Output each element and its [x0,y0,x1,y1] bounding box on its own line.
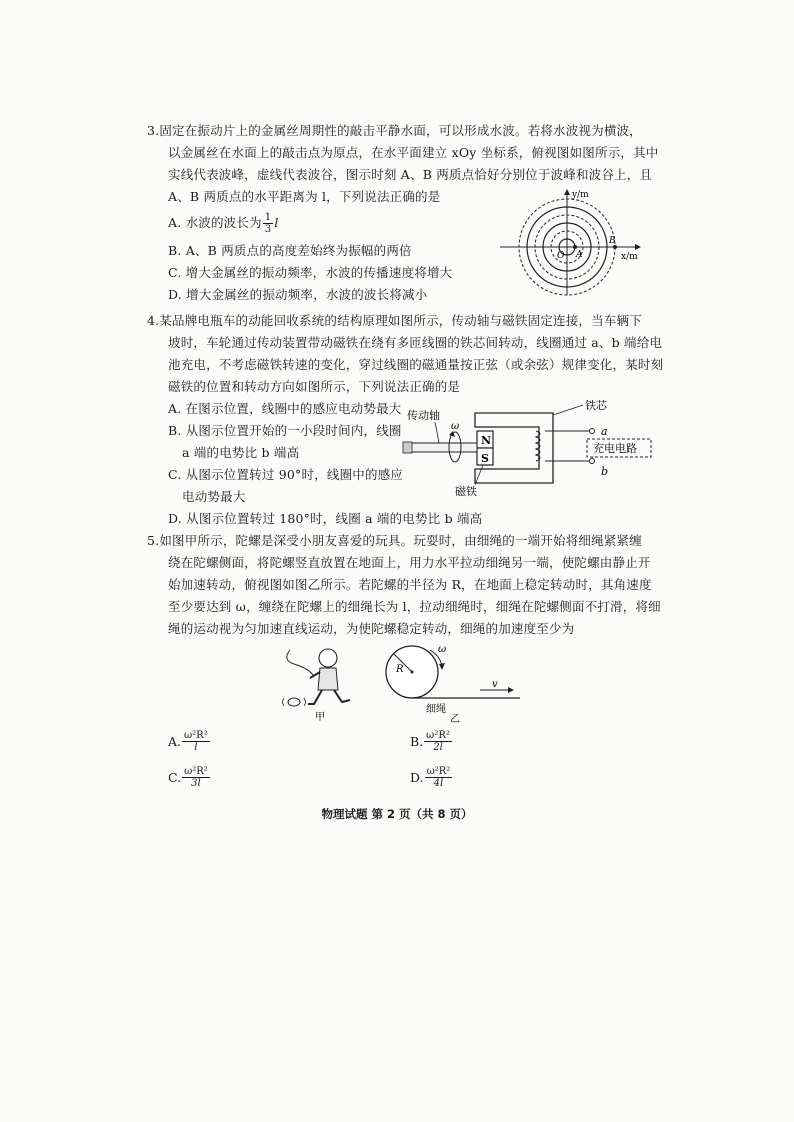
pull-rope [287,650,314,676]
q3-line-3: 实线代表波峰，虚线代表波谷，图示时刻 A、B 两质点恰好分别位于波峰和波谷上，且 [168,167,653,182]
spinning-top [288,698,300,706]
q5-line-5: 绳的运动视为匀加速直线运动，为使陀螺稳定转动，细绳的加速度至少为 [168,621,575,636]
y-axis-label: y/m [572,190,589,200]
magnet-label: 磁铁 [455,485,477,498]
shaft-end [403,442,412,453]
q4-option-c-line-2: 电动势最大 [182,489,246,504]
q4-line-3: 池充电，不考虑磁铁转速的变化，穿过线圈的磁通量按正弦（或余弦）规律变化，某时刻 [168,357,664,372]
y-axis-arrow [564,189,570,195]
option-fraction [424,730,452,753]
q3-option-c: C. 增大金属丝的振动频率，水波的传播速度将增大 [168,265,453,280]
q3-line-4: A、B 两质点的水平距离为 l，下列说法正确的是 [168,189,441,204]
q3-option-a-fraction [263,212,274,235]
q4-line-1: 4.某品牌电瓶车的动能回收系统的结构原理如图所示，传动轴与磁铁固定连接，当车辆下 [147,313,642,328]
omega-label: ω [451,421,460,432]
q4-line-2: 坡时，车轮通过传动装置带动磁铁在绕有多匝线圈的铁芯间转动，线圈通过 a、b 端给电 [168,335,663,350]
fraction-numerator: ω²R² [426,766,451,777]
fraction-denominator: 2l [433,742,443,753]
q3-option-a-suffix: l [274,215,279,230]
fraction-denominator: 3l [191,778,201,789]
q3-wave-figure [495,185,645,300]
fraction-numerator: ω²R² [184,766,208,777]
q5-option-b [410,730,453,753]
charging-circuit-label: 充电电路 [593,442,637,455]
q4-option-a: A. 在图示位置，线圈中的感应电动势最大 [168,401,402,416]
x-axis-arrow [635,244,641,250]
radius-label: R [396,664,404,675]
shaft-label: 传动轴 [407,409,440,422]
q4-option-b-line-1: B. 从图示位置开始的一小段时间内，线圈 [168,423,402,438]
page-footer: 物理试题 第 2 页（共 8 页） [321,807,473,821]
x-axis-label: x/m [621,252,638,262]
q5-option-c [168,766,211,789]
rope-label: 细绳 [426,704,446,715]
q4-generator-figure [395,395,655,500]
point-a-label: A [576,250,583,260]
option-label: C. [168,769,182,785]
q3-option-a-text: A. 水波的波长为 [168,215,262,230]
terminal-a-label: a [601,425,608,438]
option-label: A. [168,733,182,749]
q5-line-4: 至少要达到 ω，缠绕在陀螺上的细绳长为 l，拉动细绳时，细绳在陀螺侧面不打滑，将细 [168,599,661,614]
fraction-numerator: ω²R² [426,730,450,741]
q4-line-4: 磁铁的位置和转动方向如图所示，下列说法正确的是 [168,379,461,394]
q5-option-a [168,730,211,753]
q4-option-b-line-2: a 端的电势比 b 端高 [182,445,300,460]
q5-figure-jia [280,640,380,725]
option-fraction [425,766,453,789]
velocity-label: v [492,679,498,690]
fraction-numerator: 1 [264,212,272,223]
q5-option-d [410,766,453,789]
center-point [411,671,414,674]
point-b-label: B [609,236,616,246]
terminal-b-label: b [601,465,609,478]
magnet-n-label: N [481,434,492,447]
q3-line-1: 3.固定在振动片上的金属丝周期性的敲击平静水面，可以形成水波。若将水波视为横波， [147,123,642,138]
shaft-label-leader [435,422,439,443]
omega-label: ω [438,644,447,655]
option-fraction [182,730,210,753]
option-label: B. [410,733,424,749]
origin-label: O [557,251,565,261]
option-label: D. [410,769,424,785]
child-head [319,649,337,667]
q4-option-d: D. 从图示位置转过 180°时，线圈 a 端的电势比 b 端高 [168,511,483,526]
fraction-numerator: ω²R² [184,730,208,741]
fraction-denominator: 3 [264,224,272,235]
terminal-a [590,429,595,434]
q3-option-a [168,212,279,235]
magnet-s-label: S [481,452,489,465]
q3-line-2: 以金属丝在水面上的敲击点为原点，在水平面建立 xOy 坐标系，俯视图如图所示，其中 [168,145,659,160]
child-leg [334,690,350,702]
option-fraction [182,766,210,789]
q5-figure-yi [380,640,530,725]
omega-arrowhead [439,663,445,670]
fraction-denominator: l [194,742,198,753]
terminal-b [590,459,595,464]
point-a [573,245,577,249]
fraction-denominator: 4l [433,778,444,789]
figure-yi-label: 乙 [450,714,460,725]
drive-shaft [411,443,477,452]
q4-option-c-line-1: C. 从图示位置转过 90°时，线圈中的感应 [168,467,404,482]
velocity-arrowhead [508,687,514,693]
child-leg [308,690,322,704]
figure-jia-label: 甲 [315,712,325,723]
magnet-label-leader [475,465,483,485]
core-label: 铁芯 [585,399,607,412]
child-body [318,668,338,690]
core-label-leader [553,405,583,415]
q3-option-d: D. 增大金属丝的振动频率，水波的波长将减小 [168,287,428,302]
q5-line-3: 始加速转动，俯视图如图乙所示。若陀螺的半径为 R，在地面上稳定转动时，其角速度 [168,577,652,592]
q5-line-2: 绕在陀螺侧面，将陀螺竖直放置在地面上，用力水平拉动细绳另一端，使陀螺由静止开 [168,555,651,570]
q5-line-1: 5.如图甲所示，陀螺是深受小朋友喜爱的玩具。玩耍时，由细绳的一端开始将细绳紧紧缠 [147,533,642,548]
q3-option-b: B. A、B 两质点的高度差始终为振幅的两倍 [168,243,412,258]
